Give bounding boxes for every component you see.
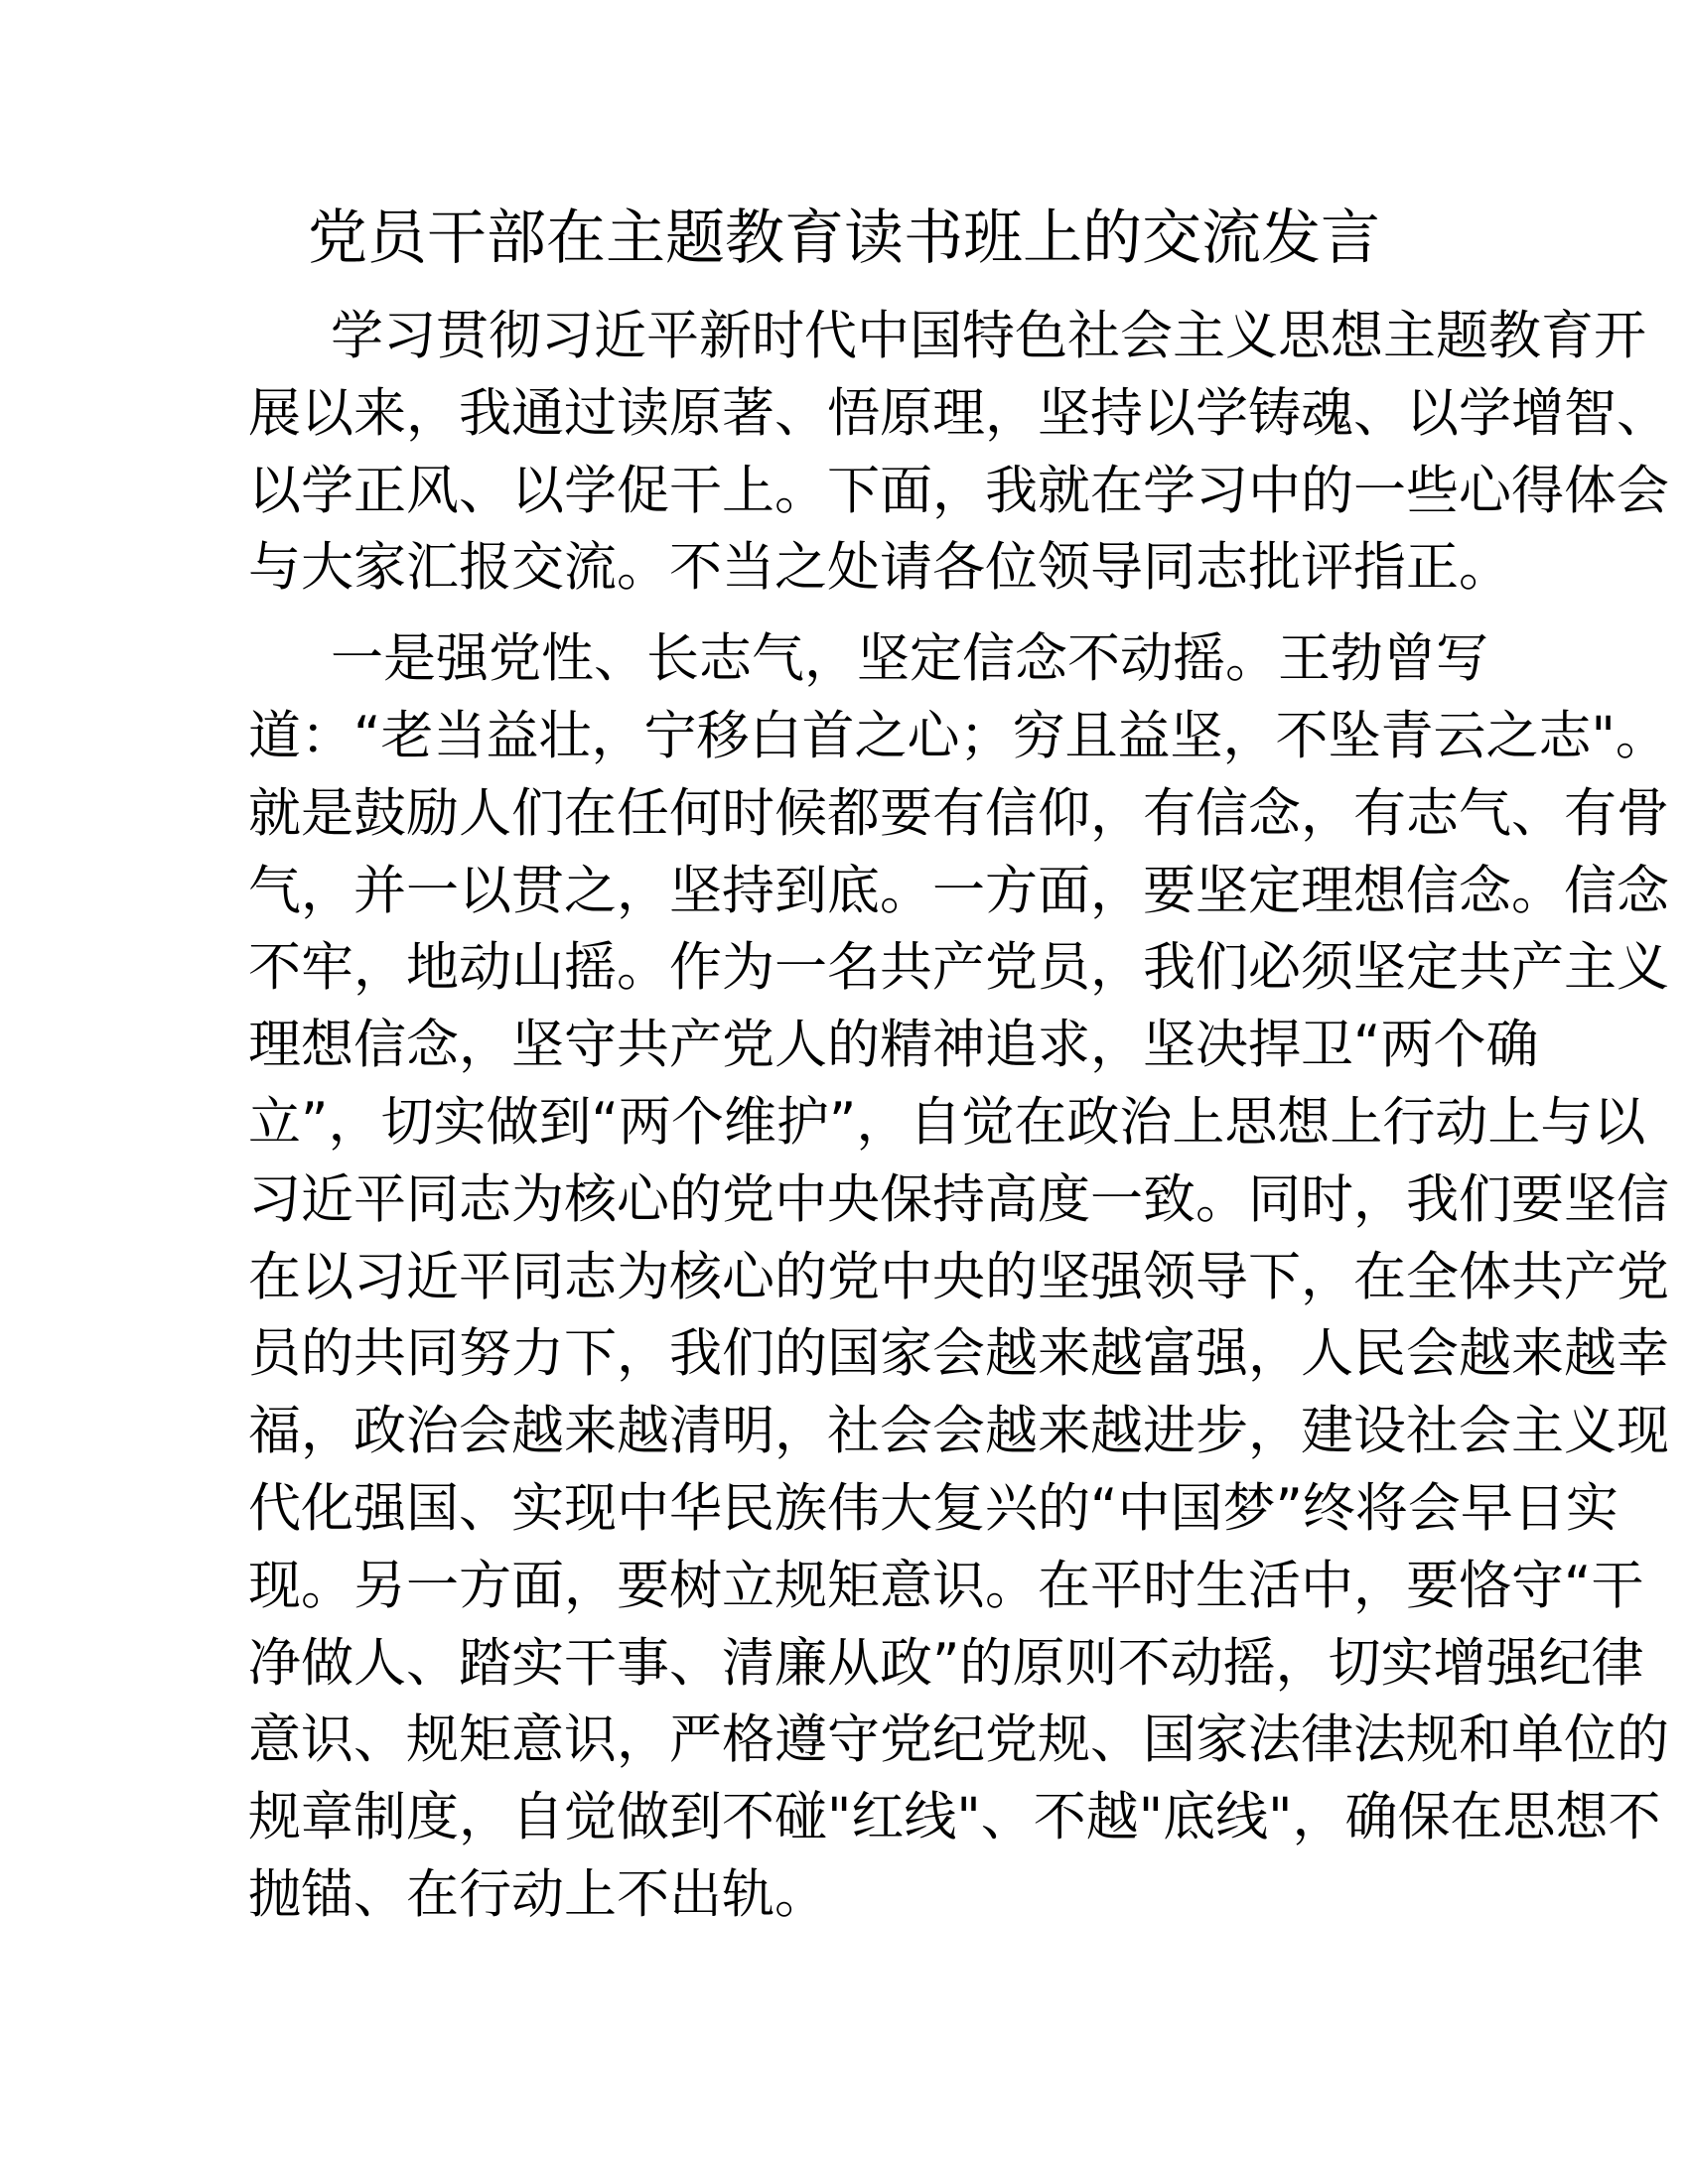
text-line: 现。另一方面，要树立规矩意识。在平时生活中，要恪守“干 — [248, 1555, 1644, 1616]
text-line: 在以习近平同志为核心的党中央的坚强领导下，在全体共产党 — [248, 1246, 1669, 1307]
paragraph — [248, 298, 1669, 607]
text-line: 不牢，地动山摇。作为一名共产党员，我们必须坚定共产主义 — [248, 937, 1669, 999]
text-line: 净做人、踏实干事、清廉从政”的原则不动摇，切实增强纪律 — [248, 1632, 1644, 1694]
text-line: 意识、规矩意识，严格遵守党纪党规、国家法律法规和单位的 — [248, 1709, 1669, 1771]
text-line: 规章制度，自觉做到不碰"红线"、不越"底线"，确保在思想不 — [248, 1787, 1661, 1848]
text-line: 就是鼓励人们在任何时候都要有信仰，有信念，有志气、有骨 — [248, 782, 1669, 844]
text-line: 展以来，我通过读原著、悟原理，坚持以学铸魂、以学增智、 — [248, 382, 1669, 444]
text-line: 与大家汇报交流。不当之处请各位领导同志批评指正。 — [248, 537, 1511, 599]
text-line: 理想信念，坚守共产党人的精神追求，坚决捍卫“两个确 — [248, 1015, 1539, 1076]
document-body — [248, 298, 1669, 1948]
paragraph — [248, 620, 1669, 1934]
text-line: 道：“老当益壮，宁移白首之心；穷且益坚，不坠青云之志"。 — [248, 705, 1668, 766]
text-line: 立”，切实做到“两个维护”，自觉在政治上思想上行动上与以 — [248, 1091, 1646, 1153]
text-line: 代化强国、实现中华民族伟大复兴的“中国梦”终将会早日实 — [248, 1477, 1618, 1539]
text-line: 习近平同志为核心的党中央保持高度一致。同时，我们要坚信 — [248, 1168, 1669, 1230]
text-line: 员的共同努力下，我们的国家会越来越富强，人民会越来越幸 — [248, 1323, 1669, 1385]
text-line: 学习贯彻习近平新时代中国特色社会主义思想主题教育开 — [331, 306, 1646, 366]
text-line: 福，政治会越来越清明，社会会越来越进步，建设社会主义现 — [248, 1401, 1669, 1462]
text-line: 抛锚、在行动上不出轨。 — [248, 1863, 827, 1925]
text-line: 气，并一以贯之，坚持到底。一方面，要坚定理想信念。信念 — [248, 860, 1669, 921]
document-title: 党员干部在主题教育读书班上的交流发言 — [308, 204, 1380, 273]
text-line: 以学正风、以学促干上。下面，我就在学习中的一些心得体会 — [248, 460, 1669, 521]
text-line: 一是强党性、长志气，坚定信念不动摇。王勃曾写 — [331, 628, 1488, 690]
